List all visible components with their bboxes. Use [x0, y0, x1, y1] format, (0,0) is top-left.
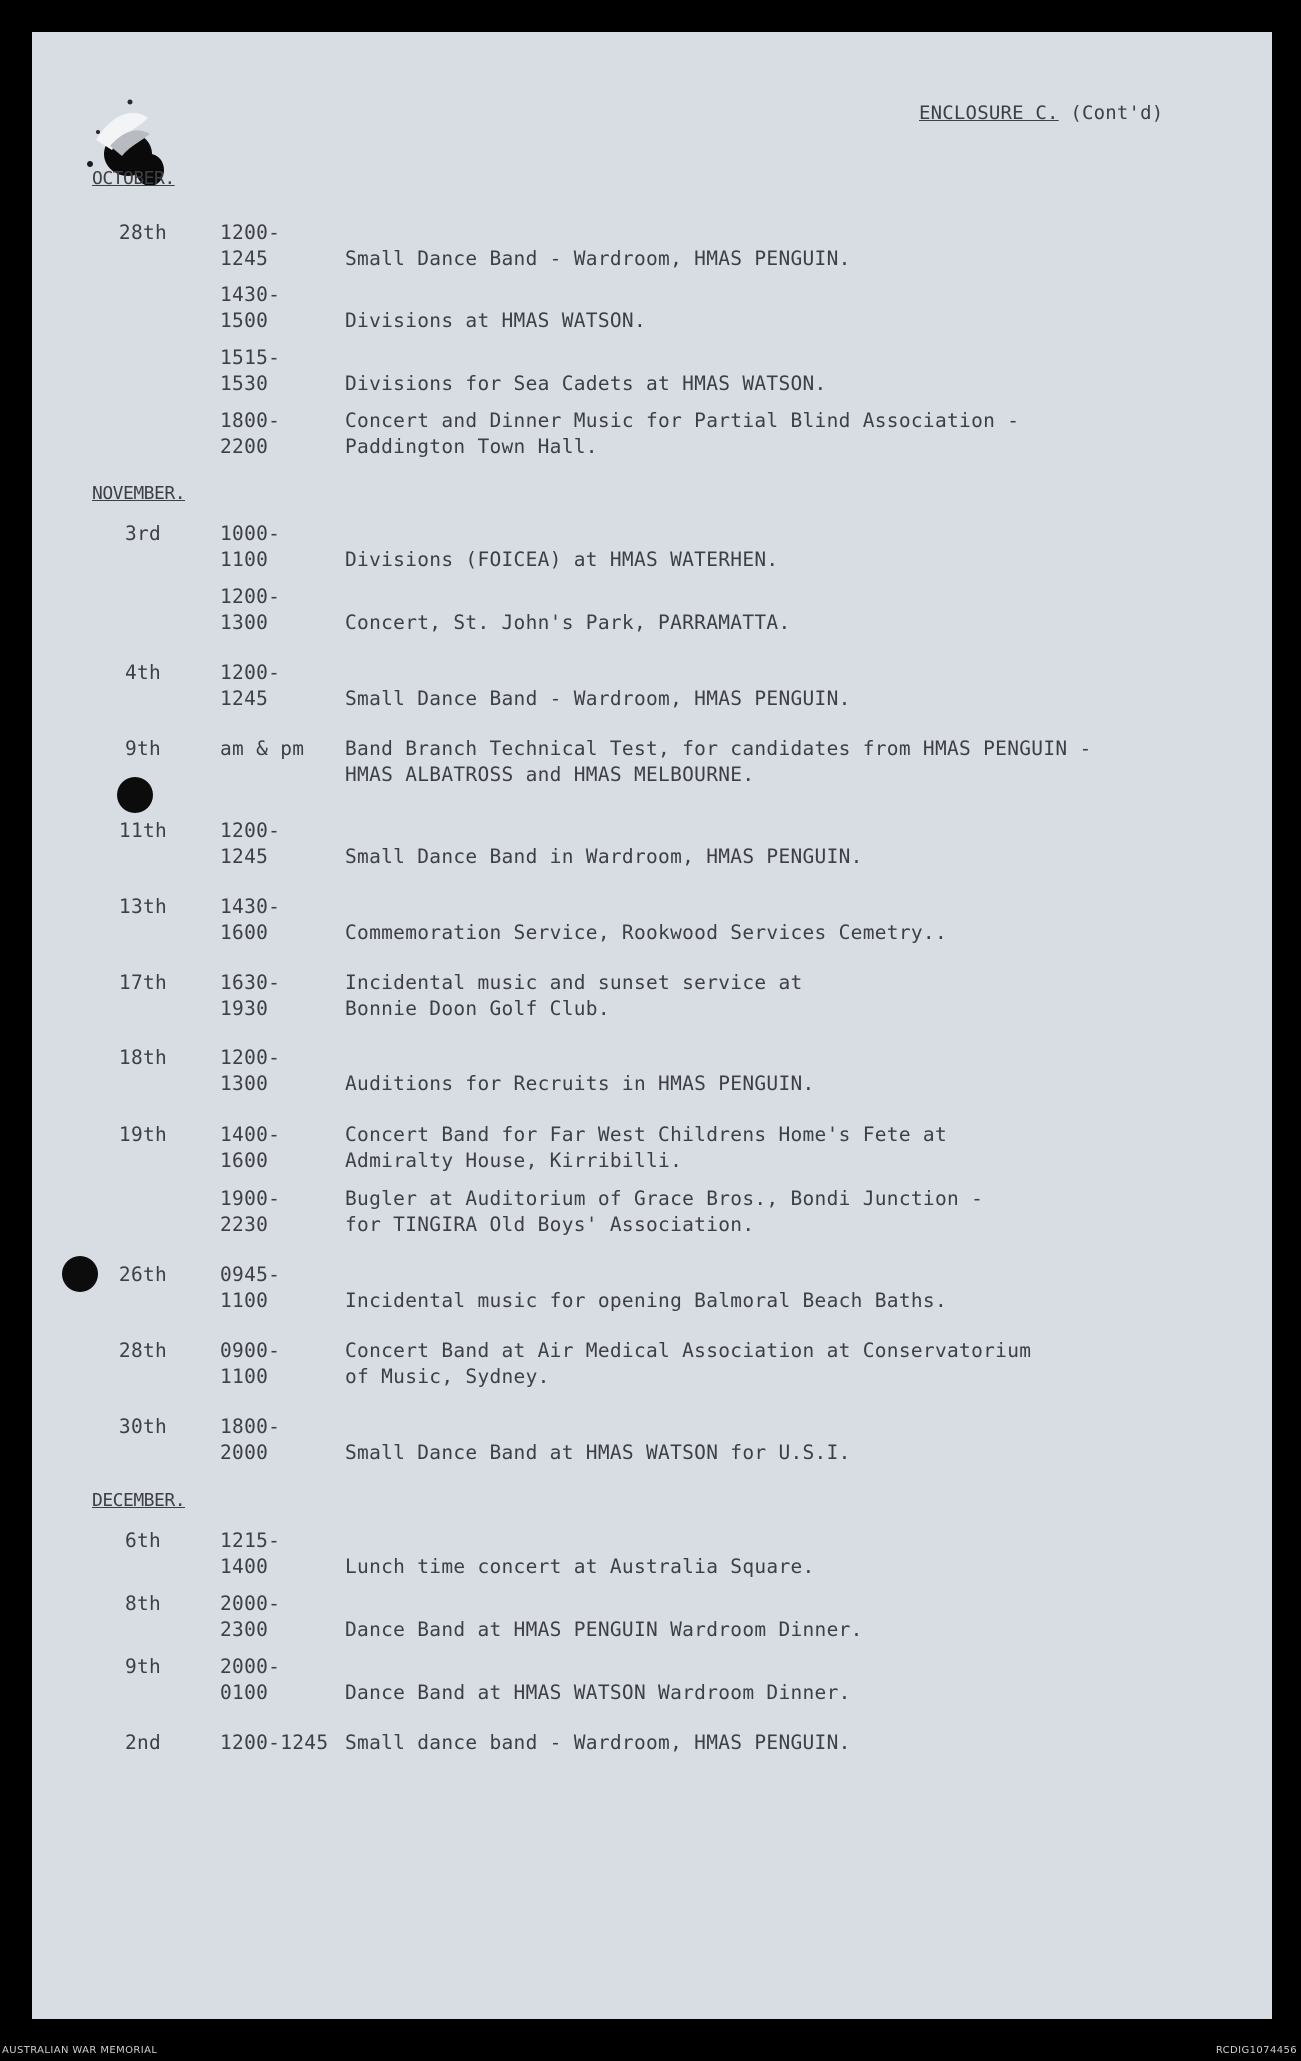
entry-description: Concert Band at Air Medical Association at Conservatorium [345, 1339, 1032, 1362]
entry-time-end: 1100 [220, 1289, 269, 1312]
entry-description: Incidental music for opening Balmoral Beach Baths. [345, 1289, 947, 1312]
entry-date: 4th [124, 661, 162, 684]
entry-time-start: 1400- [220, 1123, 281, 1146]
month-heading: DECEMBER. [92, 1490, 186, 1511]
entry-time-start: 1215- [220, 1529, 281, 1552]
entry-time-start: 1800- [220, 409, 281, 432]
entry-date: 28th [118, 221, 168, 244]
entry-time-end: 2230 [220, 1213, 269, 1236]
entry-description: Band Branch Technical Test, for candidates from HMAS PENGUIN - [345, 737, 1092, 760]
entry-description-cont: for TINGIRA Old Boys' Association. [345, 1213, 755, 1236]
entry-time-start: 1200- [220, 819, 281, 842]
entry-time-start: 1800- [220, 1415, 281, 1438]
entry-time-start: 0945- [220, 1263, 281, 1286]
entry-description: Divisions for Sea Cadets at HMAS WATSON. [345, 372, 827, 395]
entry-description: Dance Band at HMAS WATSON Wardroom Dinner. [345, 1681, 851, 1704]
entry-time-start: 1430- [220, 283, 281, 306]
entry-date: 28th [118, 1339, 168, 1362]
entry-description: Concert and Dinner Music for Partial Blind Association - [345, 409, 1020, 432]
entry-time-start: 1200- [220, 1046, 281, 1069]
entry-description: Small dance band - Wardroom, HMAS PENGUIN. [345, 1731, 851, 1754]
entry-description: Incidental music and sunset service at [345, 971, 803, 994]
entry-date: 19th [118, 1123, 168, 1146]
entry-time-start: am & pm [220, 737, 305, 760]
entry-time-start: 0900- [220, 1339, 281, 1362]
entry-time-start: 1200- [220, 585, 281, 608]
month-heading: NOVEMBER. [92, 483, 186, 504]
entry-description: Auditions for Recruits in HMAS PENGUIN. [345, 1072, 815, 1095]
entry-time-end: 1930 [220, 997, 269, 1020]
entry-time-end: 1600 [220, 921, 269, 944]
entry-description: Concert Band for Far West Childrens Home's Fete at [345, 1123, 947, 1146]
entry-time-end: 1245 [220, 687, 269, 710]
entry-date: 2nd [124, 1731, 162, 1754]
entry-description: Dance Band at HMAS PENGUIN Wardroom Dinner. [345, 1618, 863, 1641]
entry-description-cont: of Music, Sydney. [345, 1365, 550, 1388]
footer-reference: RCDIG1074456 [1215, 2045, 1297, 2056]
entry-time-end: 1100 [220, 548, 269, 571]
entry-description-cont: Paddington Town Hall. [345, 435, 598, 458]
entry-time-start: 2000- [220, 1655, 281, 1678]
entry-description: Divisions (FOICEA) at HMAS WATERHEN. [345, 548, 779, 571]
entry-time-end: 1245 [220, 247, 269, 270]
continued-label: (Cont'd) [1070, 102, 1164, 124]
entry-description: Small Dance Band - Wardroom, HMAS PENGUIN. [345, 687, 851, 710]
entry-time-start: 1900- [220, 1187, 281, 1210]
entry-description: Bugler at Auditorium of Grace Bros., Bondi Junction - [345, 1187, 984, 1210]
punch-hole [62, 1256, 98, 1292]
entry-date: 26th [118, 1263, 168, 1286]
entry-description: Divisions at HMAS WATSON. [345, 309, 646, 332]
entry-time-start: 1200- [220, 661, 281, 684]
entry-description: Lunch time concert at Australia Square. [345, 1555, 815, 1578]
entry-time-end: 1300 [220, 1072, 269, 1095]
entry-time-end: 1400 [220, 1555, 269, 1578]
entry-time-end: 2200 [220, 435, 269, 458]
entry-time-start: 1200- [220, 221, 281, 244]
entry-time-end: 1600 [220, 1149, 269, 1172]
entry-time-start: 1430- [220, 895, 281, 918]
entry-description: Small Dance Band at HMAS WATSON for U.S.I. [345, 1441, 851, 1464]
entry-date: 30th [118, 1415, 168, 1438]
entry-time-start: 1515- [220, 346, 281, 369]
month-heading: OCTOBER. [92, 168, 175, 189]
footer-source: AUSTRALIAN WAR MEMORIAL [2, 2045, 158, 2056]
entry-time-end: 2300 [220, 1618, 269, 1641]
enclosure-header [919, 102, 1163, 124]
entry-date: 6th [124, 1529, 162, 1552]
entry-time-end: 1300 [220, 611, 269, 634]
entry-description: Small Dance Band - Wardroom, HMAS PENGUIN. [345, 247, 851, 270]
entry-time-end: 1500 [220, 309, 269, 332]
enclosure-label: ENCLOSURE C. [919, 102, 1059, 124]
entry-time-start: 1630- [220, 971, 281, 994]
entry-description-cont: Admiralty House, Kirribilli. [345, 1149, 683, 1172]
entry-time-end: 0100 [220, 1681, 269, 1704]
entry-time-start: 1000- [220, 522, 281, 545]
entry-date: 9th [124, 737, 162, 760]
entry-date: 8th [124, 1592, 162, 1615]
document-page [32, 32, 1272, 2019]
entry-date: 17th [118, 971, 168, 994]
entry-description-cont: HMAS ALBATROSS and HMAS MELBOURNE. [345, 763, 755, 786]
entry-description: Concert, St. John's Park, PARRAMATTA. [345, 611, 791, 634]
punch-hole [117, 777, 153, 813]
entry-date: 13th [118, 895, 168, 918]
entry-time-start: 2000- [220, 1592, 281, 1615]
entry-date: 9th [124, 1655, 162, 1678]
entry-time-end: 1100 [220, 1365, 269, 1388]
entry-time-end: 1245 [220, 845, 269, 868]
entry-description: Commemoration Service, Rookwood Services Cemetry.. [345, 921, 947, 944]
entry-date: 11th [118, 819, 168, 842]
entry-time-start: 1200-1245 [220, 1731, 329, 1754]
entry-date: 18th [118, 1046, 168, 1069]
entry-description: Small Dance Band in Wardroom, HMAS PENGUIN. [345, 845, 863, 868]
entry-time-end: 2000 [220, 1441, 269, 1464]
entry-time-end: 1530 [220, 372, 269, 395]
entry-date: 3rd [124, 522, 162, 545]
entry-description-cont: Bonnie Doon Golf Club. [345, 997, 610, 1020]
